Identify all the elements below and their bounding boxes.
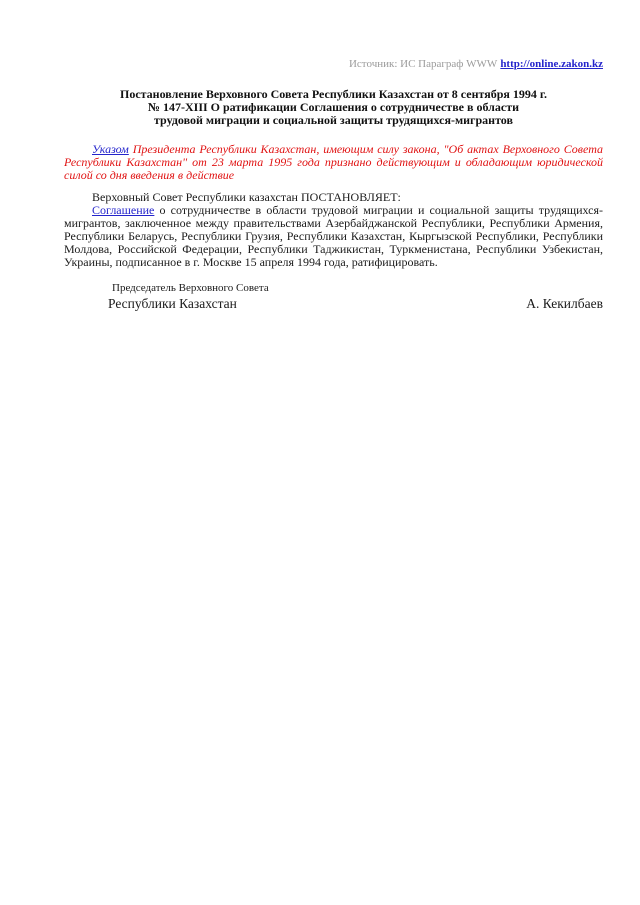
document-title: [64, 88, 603, 127]
signatory-name: А. Кекилбаев: [526, 296, 603, 311]
validity-note: [64, 143, 603, 182]
signature-row: [64, 296, 603, 312]
signature-role-line1: Председатель Верховного Совета: [112, 282, 269, 294]
title-line-2: № 147-XIII О ратификации Соглашения о сотрудничестве в области: [147, 100, 520, 114]
decree-link[interactable]: Указом: [92, 142, 129, 156]
source-link[interactable]: http://online.zakon.kz: [500, 58, 603, 70]
signature-block: [64, 282, 603, 312]
resolution-body-text: о сотрудничестве в области трудовой миграции и социальной защиты трудящихся-мигрантов, заключенное между правительствами Азербайджанской Республики, Республики Армения, Республики Беларусь, Республики Грузия, Республики Казахстан, Кыргызской Республики, Республики Молдова, Российской Федерации, Республики Таджикистан, Туркменистана, Республики Узбекистан, Украины, подписанное в г. Москве 15 апреля 1994 года, ратифицировать.: [64, 203, 603, 269]
title-line-3: трудовой миграции и социальной защиты трудящихся-мигрантов: [154, 113, 513, 127]
signature-role-line2: Республики Казахстан: [108, 296, 237, 311]
validity-note-text: Президента Республики Казахстан, имеющим силу закона, "Об актах Верховного Совета Республики Казахстан" от 23 марта 1995 года признано действующим и обладающим юридической силой со дня введения в действие: [64, 142, 603, 182]
source-label: Источник: ИС Параграф WWW: [348, 58, 498, 70]
resolution-lead: Верховный Совет Республики казахстан ПОСТАНОВЛЯЕТ:: [92, 190, 401, 204]
title-line-1: Постановление Верховного Совета Республики Казахстан от 8 сентября 1994 г.: [119, 87, 547, 101]
resolution-body: [64, 204, 603, 269]
source-line: [64, 57, 603, 71]
agreement-link[interactable]: Соглашение: [92, 203, 155, 217]
